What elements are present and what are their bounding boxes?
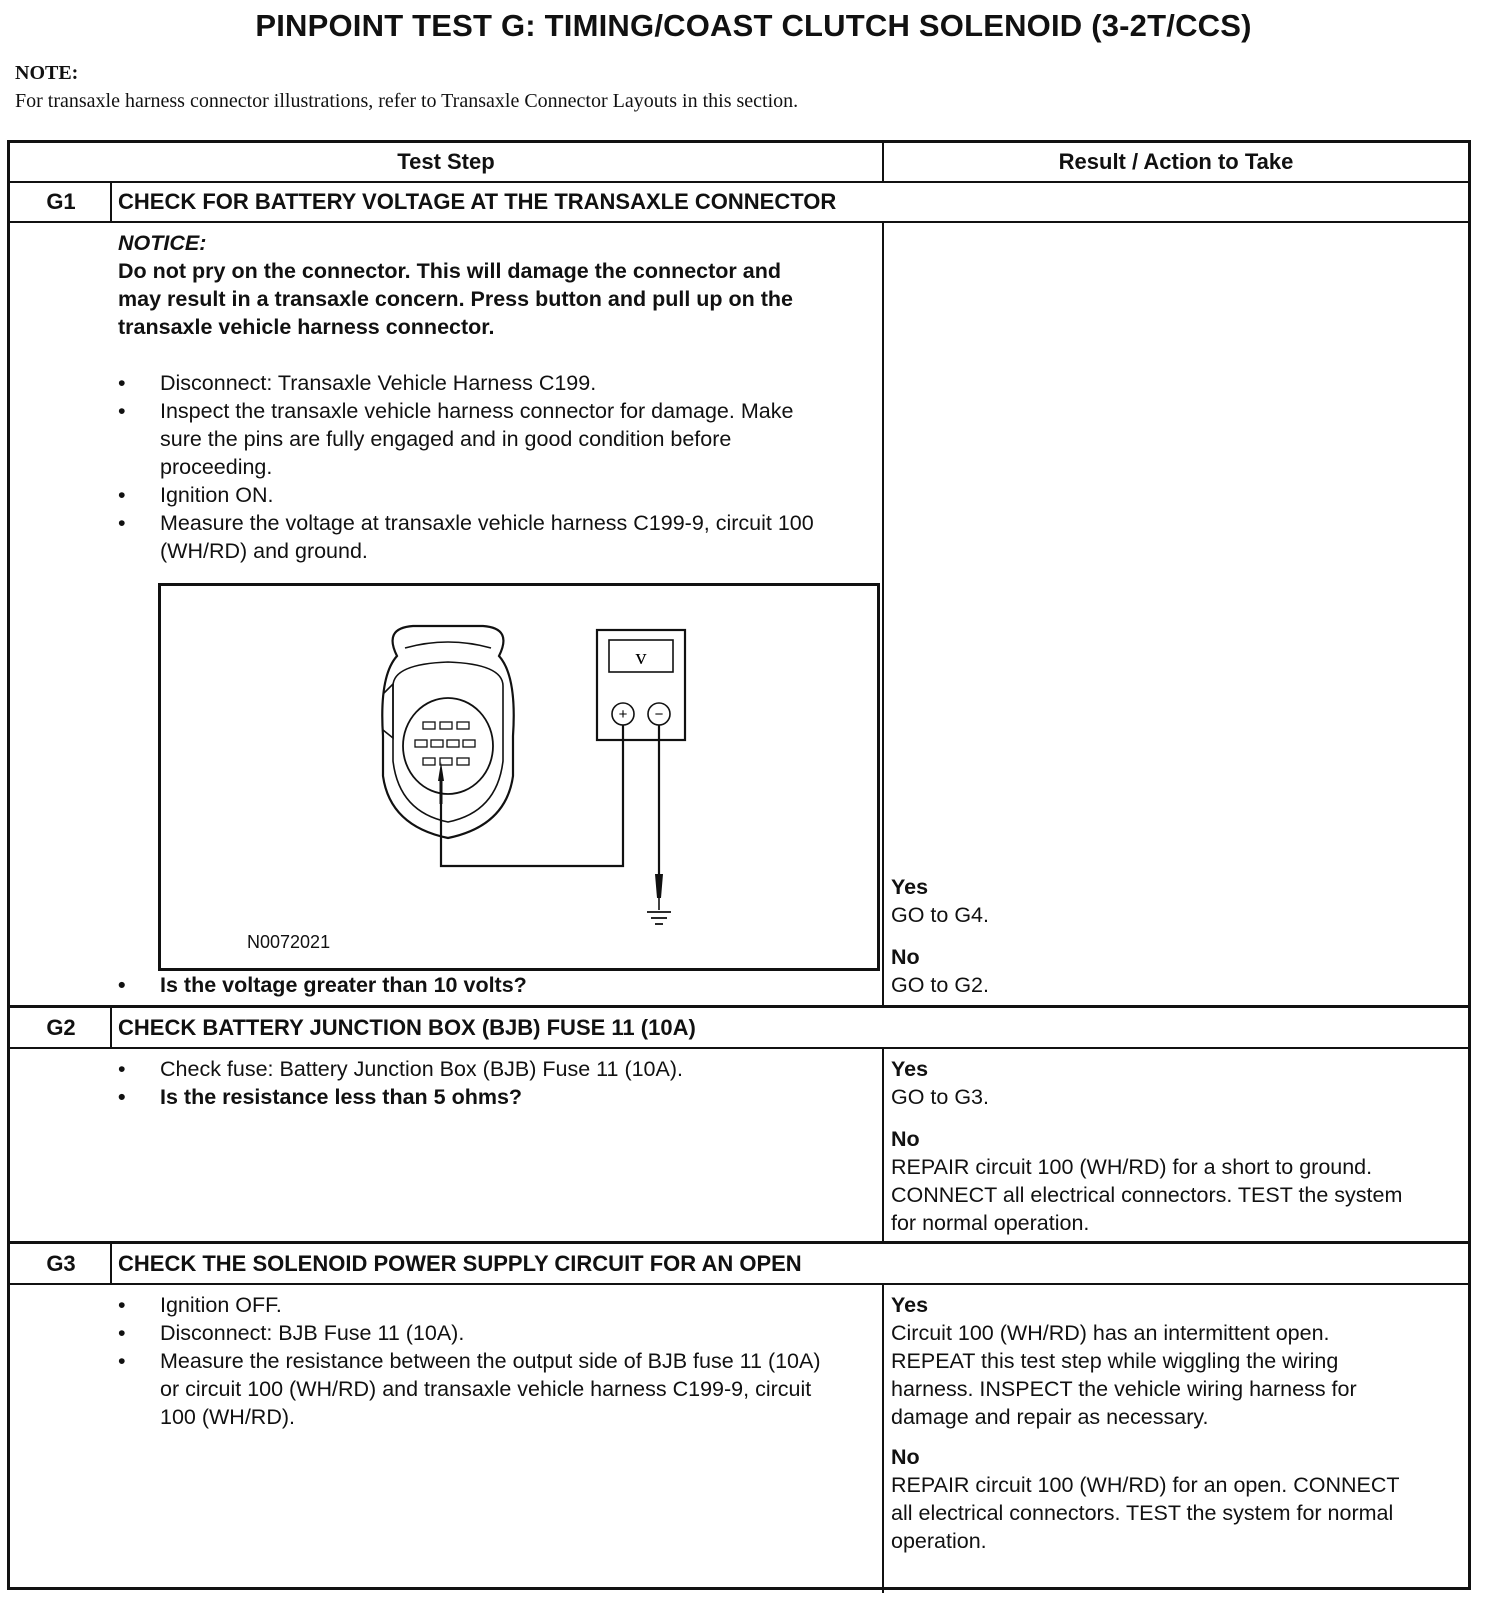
negative-terminal-label: −	[654, 706, 664, 723]
list-item	[118, 1347, 878, 1431]
connector-body	[382, 626, 513, 838]
bullet-line: • Measure the resistance between the output side of BJB fuse 11 (10A)	[160, 1349, 821, 1373]
g1-notice-line: transaxle vehicle harness connector.	[118, 315, 495, 339]
g3-title-divider	[10, 1283, 1468, 1285]
g2-no-label: No	[891, 1127, 920, 1151]
connector-pins	[415, 722, 475, 765]
g2-no-action	[891, 1153, 1461, 1237]
list-item	[118, 397, 878, 481]
bullet-line: (WH/RD) and ground.	[160, 539, 368, 563]
action-line: REPEAT this test step while wiggling the wiring	[891, 1349, 1339, 1373]
bullet-line: • Inspect the transaxle vehicle harness connector for damage. Make	[160, 399, 794, 423]
list-item	[118, 971, 878, 999]
action-line: damage and repair as necessary.	[891, 1405, 1209, 1429]
list-item	[118, 1319, 878, 1347]
bullet-line: • Disconnect: Transaxle Vehicle Harness C199.	[160, 371, 597, 395]
ground-probe	[655, 874, 663, 898]
g3-bullet-list	[118, 1291, 878, 1431]
page-title: PINPOINT TEST G: TIMING/COAST CLUTCH SOLENOID (3-2T/CCS)	[255, 8, 1252, 43]
g3-no-action	[891, 1471, 1461, 1555]
bullet-line: • Check fuse: Battery Junction Box (BJB) Fuse 11 (10A).	[160, 1057, 683, 1081]
ground-symbol	[647, 912, 671, 924]
g2-column-divider	[882, 1047, 884, 1241]
g1-yes-label: Yes	[891, 875, 929, 899]
g2-top-divider	[10, 1005, 1468, 1008]
g1-no-action	[891, 971, 1461, 999]
g1-notice-line: may result in a transaxle concern. Press button and pull up on the	[118, 287, 794, 311]
bullet-line: 100 (WH/RD).	[160, 1405, 295, 1429]
list-item	[118, 1291, 878, 1319]
g1-notice-label: NOTICE:	[118, 231, 207, 255]
g1-no-label: No	[891, 945, 920, 969]
action-line: REPAIR circuit 100 (WH/RD) for a short to ground.	[891, 1155, 1373, 1179]
g1-question: • Is the voltage greater than 10 volts?	[160, 973, 527, 997]
bullet-line: • Ignition OFF.	[160, 1293, 282, 1317]
note-text: For transaxle harness connector illustrations, refer to Transaxle Connector Layouts in this section.	[15, 90, 799, 112]
g1-bullet-list	[118, 369, 878, 565]
g2-yes-label: Yes	[891, 1057, 929, 1081]
g1-yes-action	[891, 901, 1461, 929]
connector-pin-face	[403, 698, 493, 794]
bullet-line: • Disconnect: BJB Fuse 11 (10A).	[160, 1321, 465, 1345]
action-line: REPAIR circuit 100 (WH/RD) for an open. CONNECT	[891, 1473, 1400, 1497]
list-item	[118, 1055, 878, 1083]
g2-title-divider	[10, 1047, 1468, 1049]
g1-column-divider	[882, 221, 884, 1005]
connector-tab	[405, 642, 491, 648]
figure-reference-id: N0072021	[247, 932, 331, 952]
g1-notice-text	[118, 257, 878, 341]
g3-top-divider	[10, 1241, 1468, 1244]
step-id-g3: G3	[46, 1251, 76, 1276]
g2-question: • Is the resistance less than 5 ohms?	[160, 1085, 523, 1109]
voltage-measurement-figure	[158, 583, 880, 971]
multimeter-mode-label: v	[635, 644, 647, 669]
action-line: Circuit 100 (WH/RD) has an intermittent open.	[891, 1321, 1330, 1345]
header-result: Result / Action to Take	[1058, 149, 1294, 174]
bullet-line: or circuit 100 (WH/RD) and transaxle vehicle harness C199-9, circuit	[160, 1377, 812, 1401]
note-label: NOTE:	[15, 62, 79, 84]
list-item	[118, 509, 878, 565]
list-item	[118, 1083, 878, 1111]
step-title-g2: CHECK BATTERY JUNCTION BOX (BJB) FUSE 11 (10A)	[118, 1015, 696, 1040]
connector-meter-diagram	[161, 586, 877, 968]
step-title-g1: CHECK FOR BATTERY VOLTAGE AT THE TRANSAXLE CONNECTOR	[118, 189, 837, 214]
g2-yes-action	[891, 1083, 1461, 1111]
bullet-line: • Measure the voltage at transaxle vehicle harness C199-9, circuit 100	[160, 511, 814, 535]
g1-title-divider	[10, 221, 1468, 223]
list-item	[118, 369, 878, 397]
positive-terminal-label: +	[618, 706, 628, 723]
g3-yes-label: Yes	[891, 1293, 929, 1317]
g1-question-list	[118, 971, 878, 999]
bullet-line: • Ignition ON.	[160, 483, 274, 507]
action-line: CONNECT all electrical connectors. TEST the system	[891, 1183, 1403, 1207]
g3-yes-action	[891, 1319, 1461, 1431]
action-line: GO to G2.	[891, 973, 989, 997]
g3-no-label: No	[891, 1445, 920, 1469]
bullet-line: proceeding.	[160, 455, 273, 479]
action-line: GO to G3.	[891, 1085, 989, 1109]
connector-inner-body	[393, 662, 503, 822]
step-title-g3: CHECK THE SOLENOID POWER SUPPLY CIRCUIT FOR AN OPEN	[118, 1251, 802, 1276]
list-item	[118, 481, 878, 509]
header-test-step: Test Step	[397, 149, 495, 174]
action-line: all electrical connectors. TEST the system for normal	[891, 1501, 1394, 1525]
g1-notice-line: Do not pry on the connector. This will damage the connector and	[118, 259, 781, 283]
step-id-g2: G2	[46, 1015, 76, 1040]
action-line: operation.	[891, 1529, 987, 1553]
bullet-line: sure the pins are fully engaged and in good condition before	[160, 427, 732, 451]
action-line: GO to G4.	[891, 903, 989, 927]
g3-column-divider	[882, 1283, 884, 1593]
action-line: for normal operation.	[891, 1211, 1090, 1235]
connector-latch	[383, 684, 393, 738]
step-id-g1: G1	[46, 189, 76, 214]
header-divider	[10, 181, 1468, 183]
pinpoint-test-table	[7, 140, 1471, 1590]
action-line: harness. INSPECT the vehicle wiring harness for	[891, 1377, 1357, 1401]
g2-bullet-list	[118, 1055, 878, 1111]
